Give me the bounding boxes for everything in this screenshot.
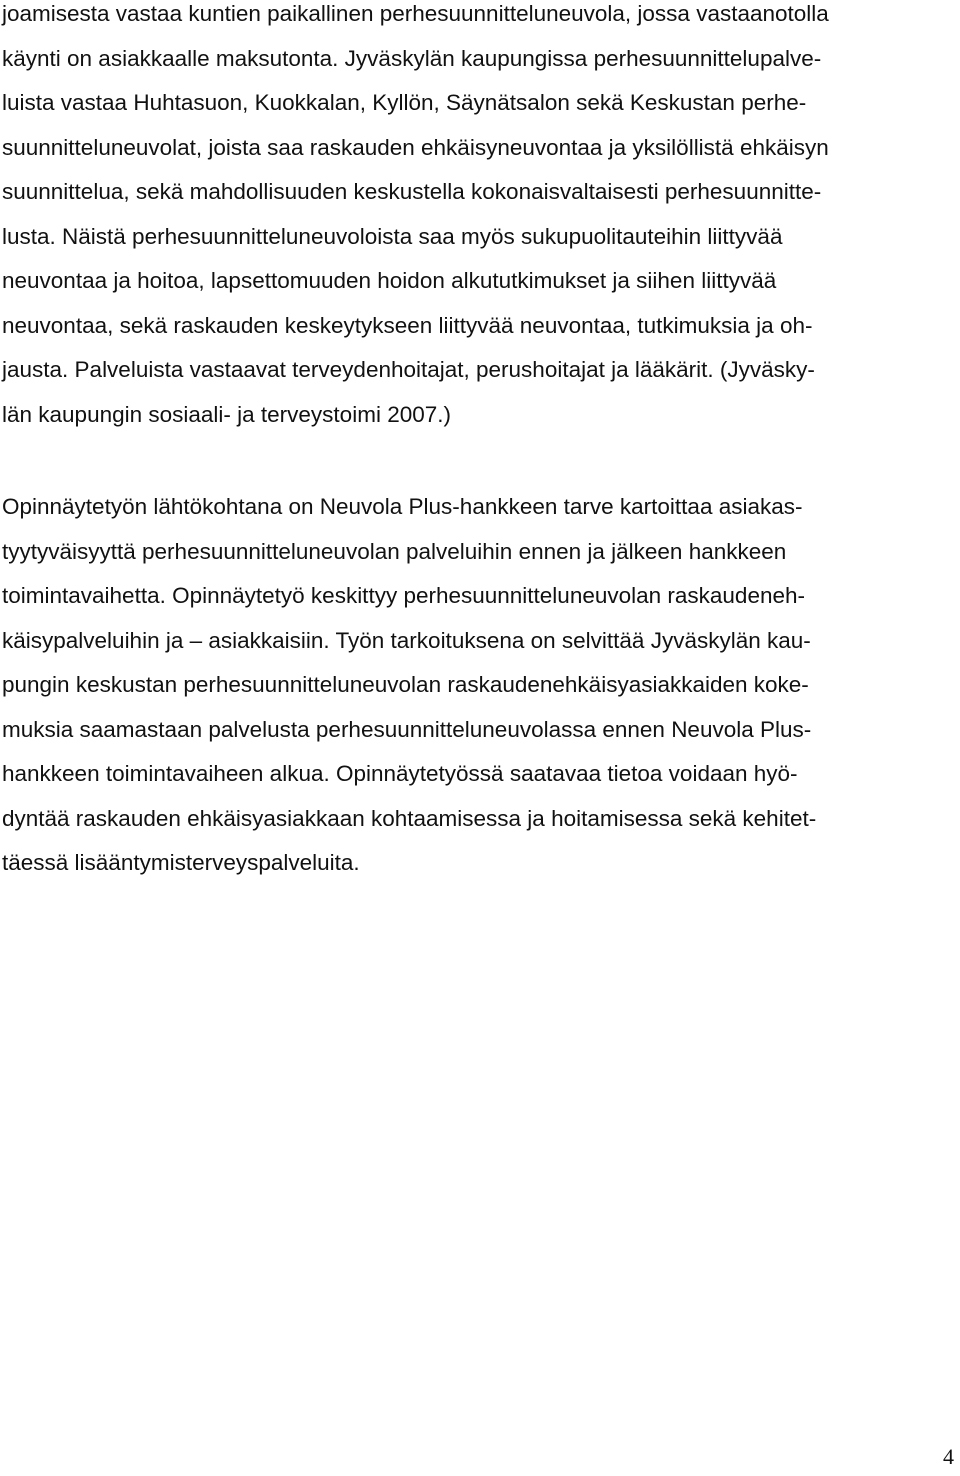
- text-line: täessä lisääntymisterveyspalveluita.: [2, 850, 360, 875]
- text-line: tyytyväisyyttä perhesuunnitteluneuvolan palveluihin ennen ja jälkeen hankkeen: [2, 538, 787, 564]
- text-line: lusta. Näistä perhesuunnitteluneuvoloista saa myös sukupuolitauteihin liittyvää: [2, 223, 783, 249]
- text-line: län kaupungin sosiaali- ja terveystoimi 2007.): [2, 401, 451, 427]
- text-line: luista vastaa Huhtasuon, Kuokkalan, Kyllön, Säynätsalon sekä Keskustan perhe-: [2, 90, 807, 115]
- text-line: neuvontaa, sekä raskauden keskeytykseen liittyvää neuvontaa, tutkimuksia ja oh-: [2, 312, 813, 338]
- text-line: Opinnäytetyön lähtökohtana on Neuvola Plus-hankkeen tarve kartoittaa asiakas-: [2, 494, 803, 519]
- text-line: käisypalveluihin ja – asiakkaisiin. Työn tarkoituksena on selvittää Jyväskylän kau-: [2, 627, 811, 653]
- text-line: joamisesta vastaa kuntien paikallinen perhesuunnitteluneuvola, jossa vastaanotolla: [2, 1, 829, 26]
- text-line: neuvontaa ja hoitoa, lapsettomuuden hoidon alkututkimukset ja siihen liittyvää: [2, 268, 777, 293]
- text-line: hankkeen toimintavaiheen alkua. Opinnäytetyössä saatavaa tietoa voidaan hyö-: [2, 761, 798, 786]
- text-line: dyntää raskauden ehkäisyasiakkaan kohtaamisessa ja hoitamisessa sekä kehitet-: [2, 805, 817, 831]
- paragraph-family-planning-services: [2, 0, 960, 437]
- text-line: toimintavaihetta. Opinnäytetyö keskittyy perhesuunnitteluneuvolan raskaudeneh-: [2, 583, 805, 608]
- page-number: 4: [943, 1444, 954, 1469]
- text-line: suunnittelua, sekä mahdollisuuden keskustella kokonaisvaltaisesti perhesuunnitte-: [2, 179, 822, 204]
- text-line: käynti on asiakkaalle maksutonta. Jyväskylän kaupungissa perhesuunnittelupalve-: [2, 45, 822, 71]
- text-line: pungin keskustan perhesuunnitteluneuvolan raskaudenehkäisyasiakkaiden koke-: [2, 672, 809, 697]
- text-line: jausta. Palveluista vastaavat terveydenhoitajat, perushoitajat ja lääkärit. (Jyväsky-: [2, 357, 815, 382]
- paragraph-thesis-purpose: [2, 485, 960, 886]
- text-line: suunnitteluneuvolat, joista saa raskauden ehkäisyneuvontaa ja yksilöllistä ehkäisyn: [2, 134, 829, 160]
- text-line: muksia saamastaan palvelusta perhesuunnitteluneuvolassa ennen Neuvola Plus-: [2, 716, 812, 742]
